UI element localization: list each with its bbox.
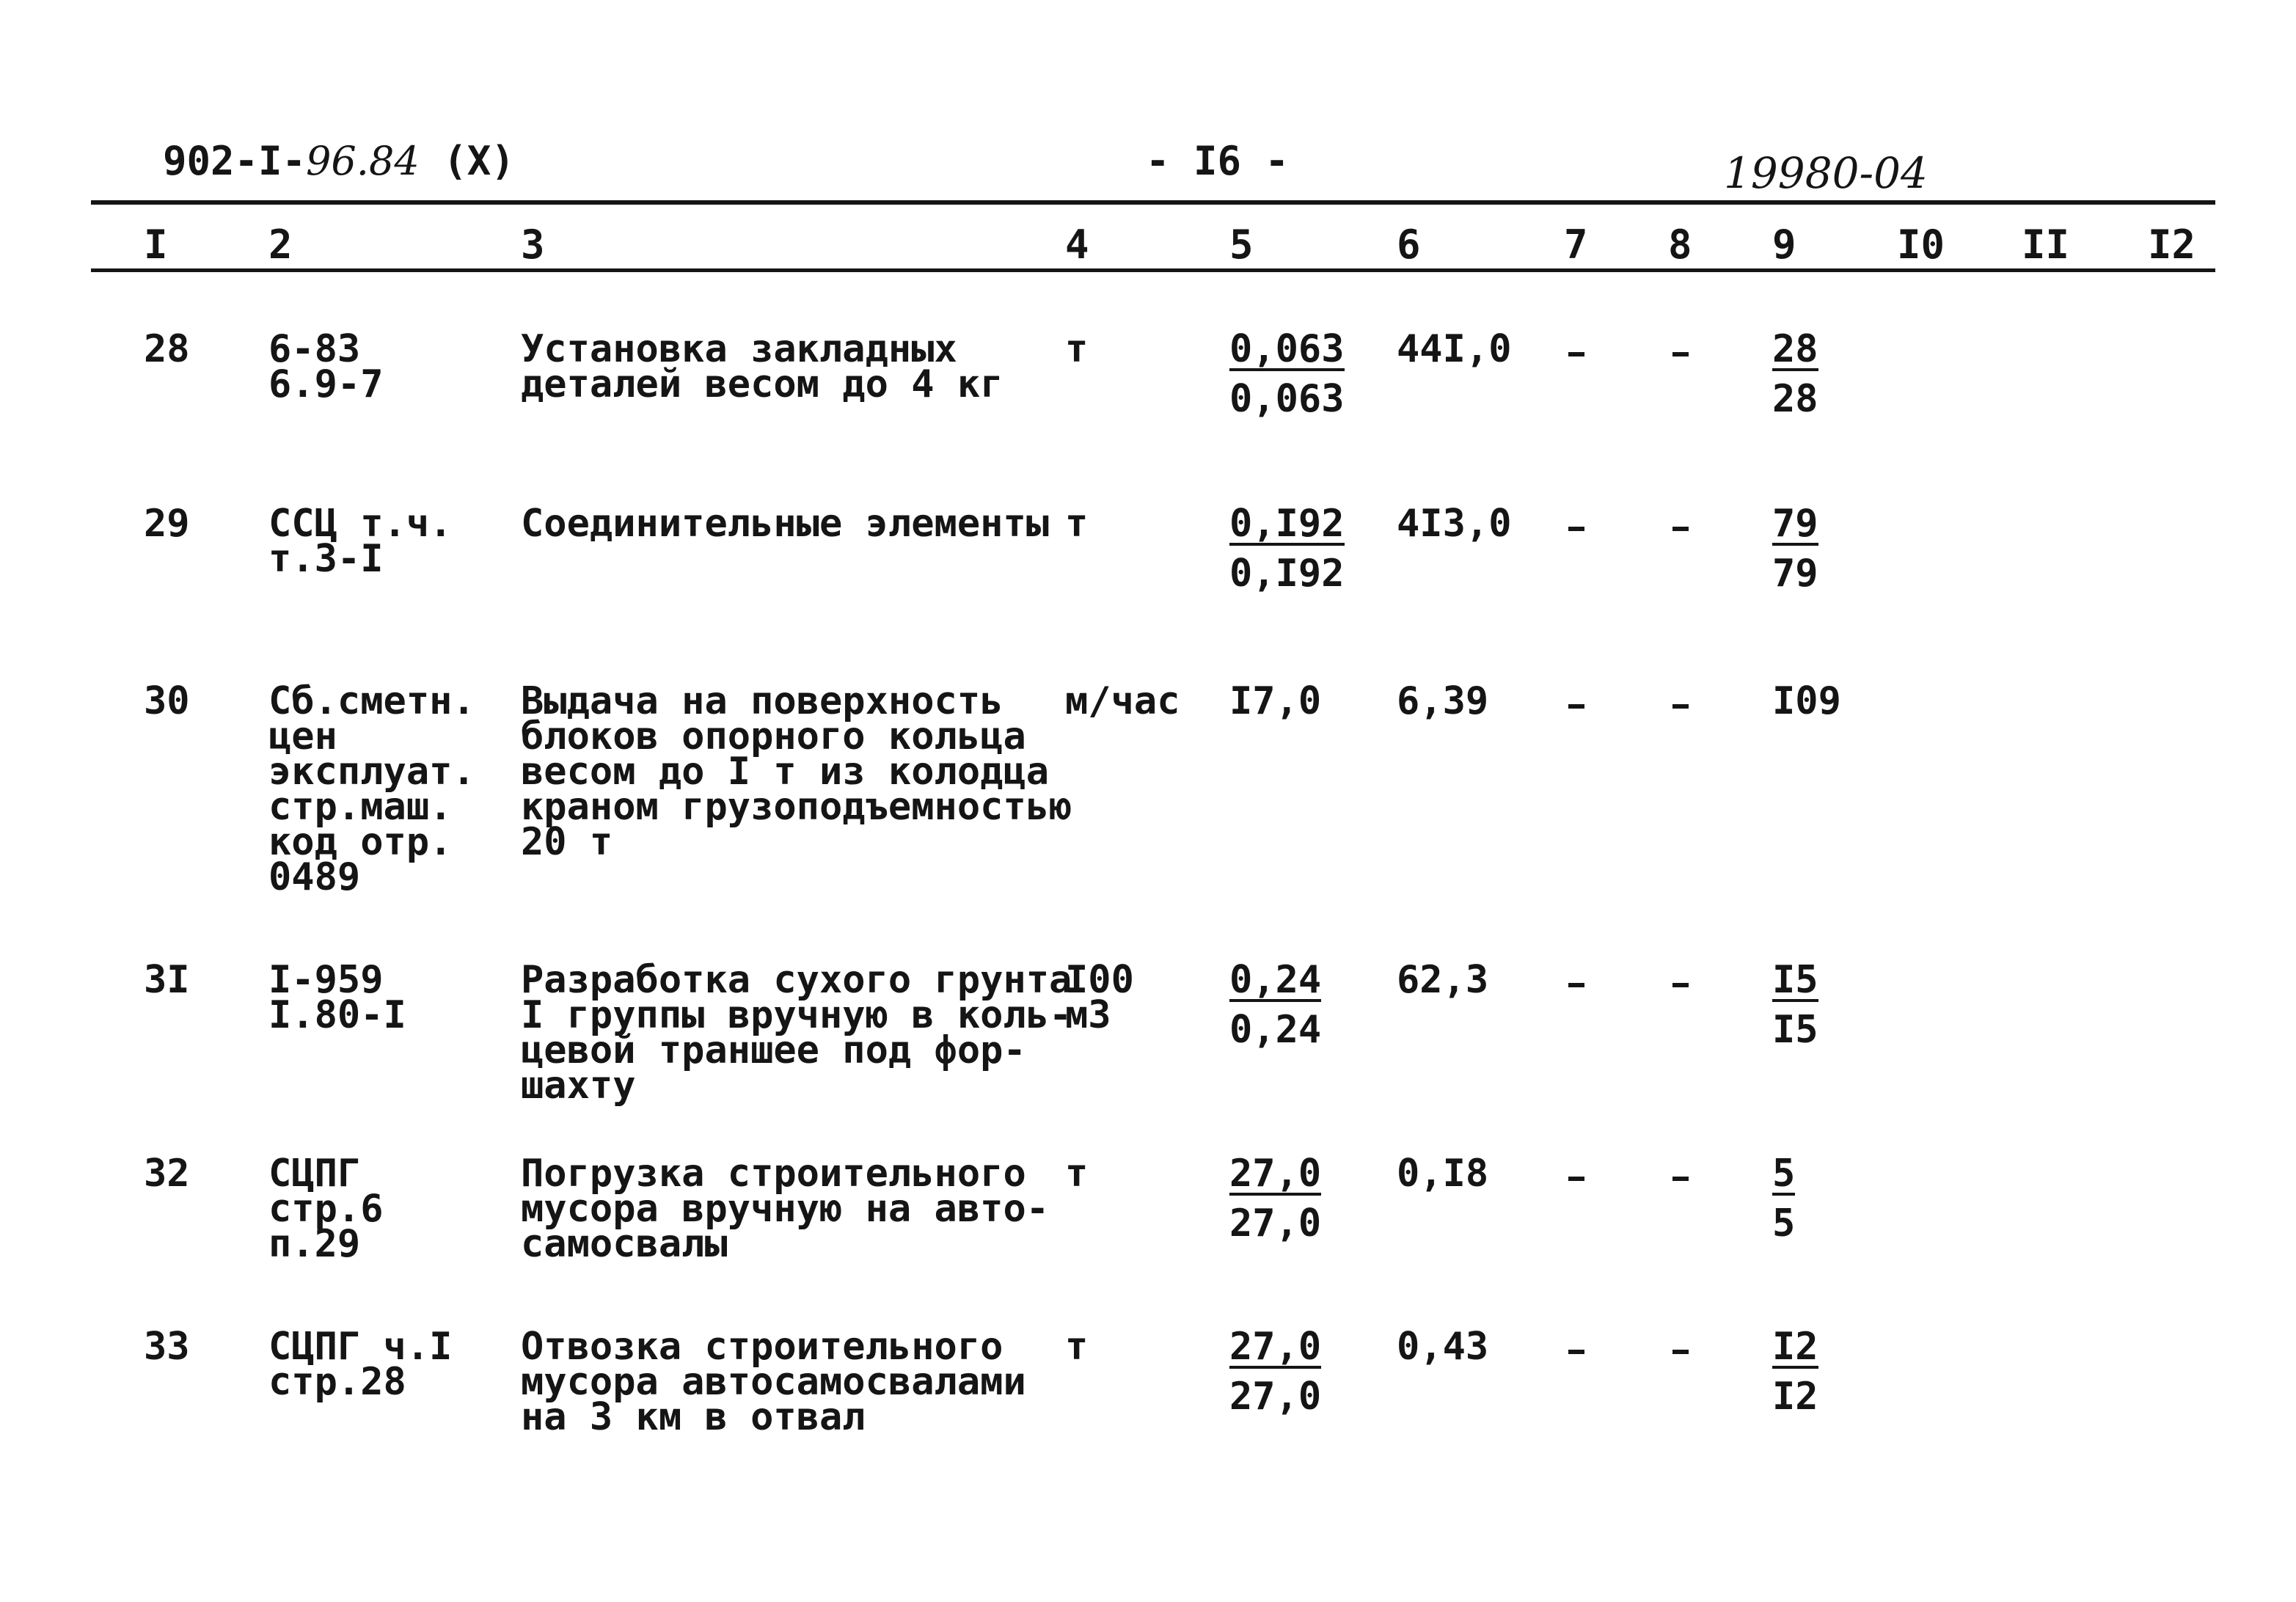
row-quantity: I7,0: [1229, 679, 1322, 723]
row-reference: I-959 I.80-I: [268, 958, 406, 1037]
row-number: 3I: [144, 958, 190, 1002]
row-quantity: [1229, 1325, 1322, 1419]
col-header-10: I0: [1897, 222, 1945, 268]
row-col9: [1772, 502, 1818, 596]
row-unit-price: 62,3: [1397, 958, 1489, 1002]
col-header-11: II: [2022, 222, 2070, 268]
col-header-5: 5: [1229, 222, 1254, 268]
quantity-numerator: 27,0: [1229, 1325, 1322, 1369]
row-description: Выдача на поверхность блоков опорного кольца весом до I т из колодца краном грузоподъемностью 20 т: [521, 679, 1072, 864]
col-header-6: 6: [1397, 222, 1421, 268]
quantity-denominator: 0,I92: [1229, 552, 1345, 596]
row-description: Соединительные элементы: [521, 502, 1050, 546]
row-col7-dash: [1568, 704, 1584, 709]
row-col9: [1772, 958, 1818, 1052]
row-col8-dash: [1672, 1177, 1689, 1181]
row-number: 30: [144, 679, 190, 723]
col9-numerator: I2: [1772, 1325, 1818, 1369]
doc-code-handwritten: 96.84: [306, 138, 420, 184]
row-col8-dash: [1672, 352, 1689, 356]
col9-denominator: 28: [1772, 377, 1818, 421]
col9-denominator: I2: [1772, 1375, 1818, 1419]
quantity-numerator: 0,I92: [1229, 502, 1345, 546]
row-unit: I00 м3: [1065, 958, 1134, 1037]
col-header-9: 9: [1772, 222, 1796, 268]
row-col9: [1772, 327, 1818, 421]
row-col7-dash: [1568, 527, 1584, 531]
col9-numerator: 5: [1772, 1152, 1796, 1196]
doc-code-suffix: (X): [443, 138, 515, 184]
row-unit: т: [1065, 1152, 1089, 1196]
quantity-denominator: 27,0: [1229, 1375, 1322, 1419]
row-unit: т: [1065, 502, 1089, 546]
row-col9: [1772, 1325, 1818, 1419]
row-quantity: [1229, 1152, 1322, 1246]
row-number: 29: [144, 502, 190, 546]
row-col7-dash: [1568, 1177, 1584, 1181]
top-rule: [91, 200, 2215, 205]
row-col9: [1772, 1152, 1796, 1246]
row-unit: м/час: [1065, 679, 1180, 723]
row-number: 32: [144, 1152, 190, 1196]
row-reference: 6-83 6.9-7: [268, 327, 384, 406]
row-unit-price: 0,I8: [1397, 1152, 1489, 1196]
row-reference: Сб.сметн. цен эксплуат. стр.маш. код отр. 0489: [268, 679, 475, 899]
row-unit-price: 6,39: [1397, 679, 1489, 723]
quantity-denominator: 0,24: [1229, 1008, 1322, 1052]
row-unit: т: [1065, 327, 1089, 371]
quantity-numerator: 0,063: [1229, 327, 1345, 371]
row-unit-price: 44I,0: [1397, 327, 1512, 371]
row-reference: СЦПГ стр.6 п.29: [268, 1152, 384, 1266]
col-header-1: I: [144, 222, 168, 268]
row-quantity: [1229, 958, 1322, 1052]
row-description: Отвозка строительного мусора автосамосвалами на 3 км в отвал: [521, 1325, 1026, 1439]
row-col7-dash: [1568, 983, 1584, 987]
quantity-numerator: 0,24: [1229, 958, 1322, 1002]
row-description: Разработка сухого грунта I группы вручную в коль- цевой траншее под фор- шахту: [521, 958, 1072, 1108]
col9-denominator: 5: [1772, 1202, 1796, 1246]
row-number: 33: [144, 1325, 190, 1369]
col9-denominator: 79: [1772, 552, 1818, 596]
row-reference: СЦПГ ч.I стр.28: [268, 1325, 453, 1404]
col9-denominator: I5: [1772, 1008, 1818, 1052]
row-col7-dash: [1568, 1350, 1584, 1354]
row-col7-dash: [1568, 352, 1584, 356]
col9-numerator: I5: [1772, 958, 1818, 1002]
row-col9: I09: [1772, 679, 1841, 723]
col-header-8: 8: [1668, 222, 1692, 268]
quantity-numerator: 27,0: [1229, 1152, 1322, 1196]
quantity-denominator: 27,0: [1229, 1202, 1322, 1246]
doc-number-handwritten: 19980-04: [1724, 148, 1928, 198]
row-unit: т: [1065, 1325, 1089, 1369]
doc-code-prefix: 902-I-: [163, 138, 307, 184]
row-reference: ССЦ т.ч. т.3-I: [268, 502, 453, 581]
row-number: 28: [144, 327, 190, 371]
doc-code: [163, 138, 515, 184]
quantity-denominator: 0,063: [1229, 377, 1345, 421]
page-number: - I6 -: [1146, 138, 1290, 184]
col9-numerator: 79: [1772, 502, 1818, 546]
row-col8-dash: [1672, 704, 1689, 709]
row-quantity: [1229, 502, 1345, 596]
row-description: Установка закладных деталей весом до 4 кг: [521, 327, 1003, 406]
col-header-3: 3: [521, 222, 545, 268]
col9-numerator: 28: [1772, 327, 1818, 371]
row-col8-dash: [1672, 983, 1689, 987]
col-header-12: I2: [2148, 222, 2196, 268]
col-header-7: 7: [1564, 222, 1588, 268]
col-header-4: 4: [1065, 222, 1089, 268]
col-header-2: 2: [268, 222, 293, 268]
row-description: Погрузка строительного мусора вручную на авто- самосвалы: [521, 1152, 1050, 1266]
row-col8-dash: [1672, 1350, 1689, 1354]
row-unit-price: 0,43: [1397, 1325, 1489, 1369]
row-unit-price: 4I3,0: [1397, 502, 1512, 546]
header-rule: [91, 268, 2215, 272]
row-quantity: [1229, 327, 1345, 421]
row-col8-dash: [1672, 527, 1689, 531]
